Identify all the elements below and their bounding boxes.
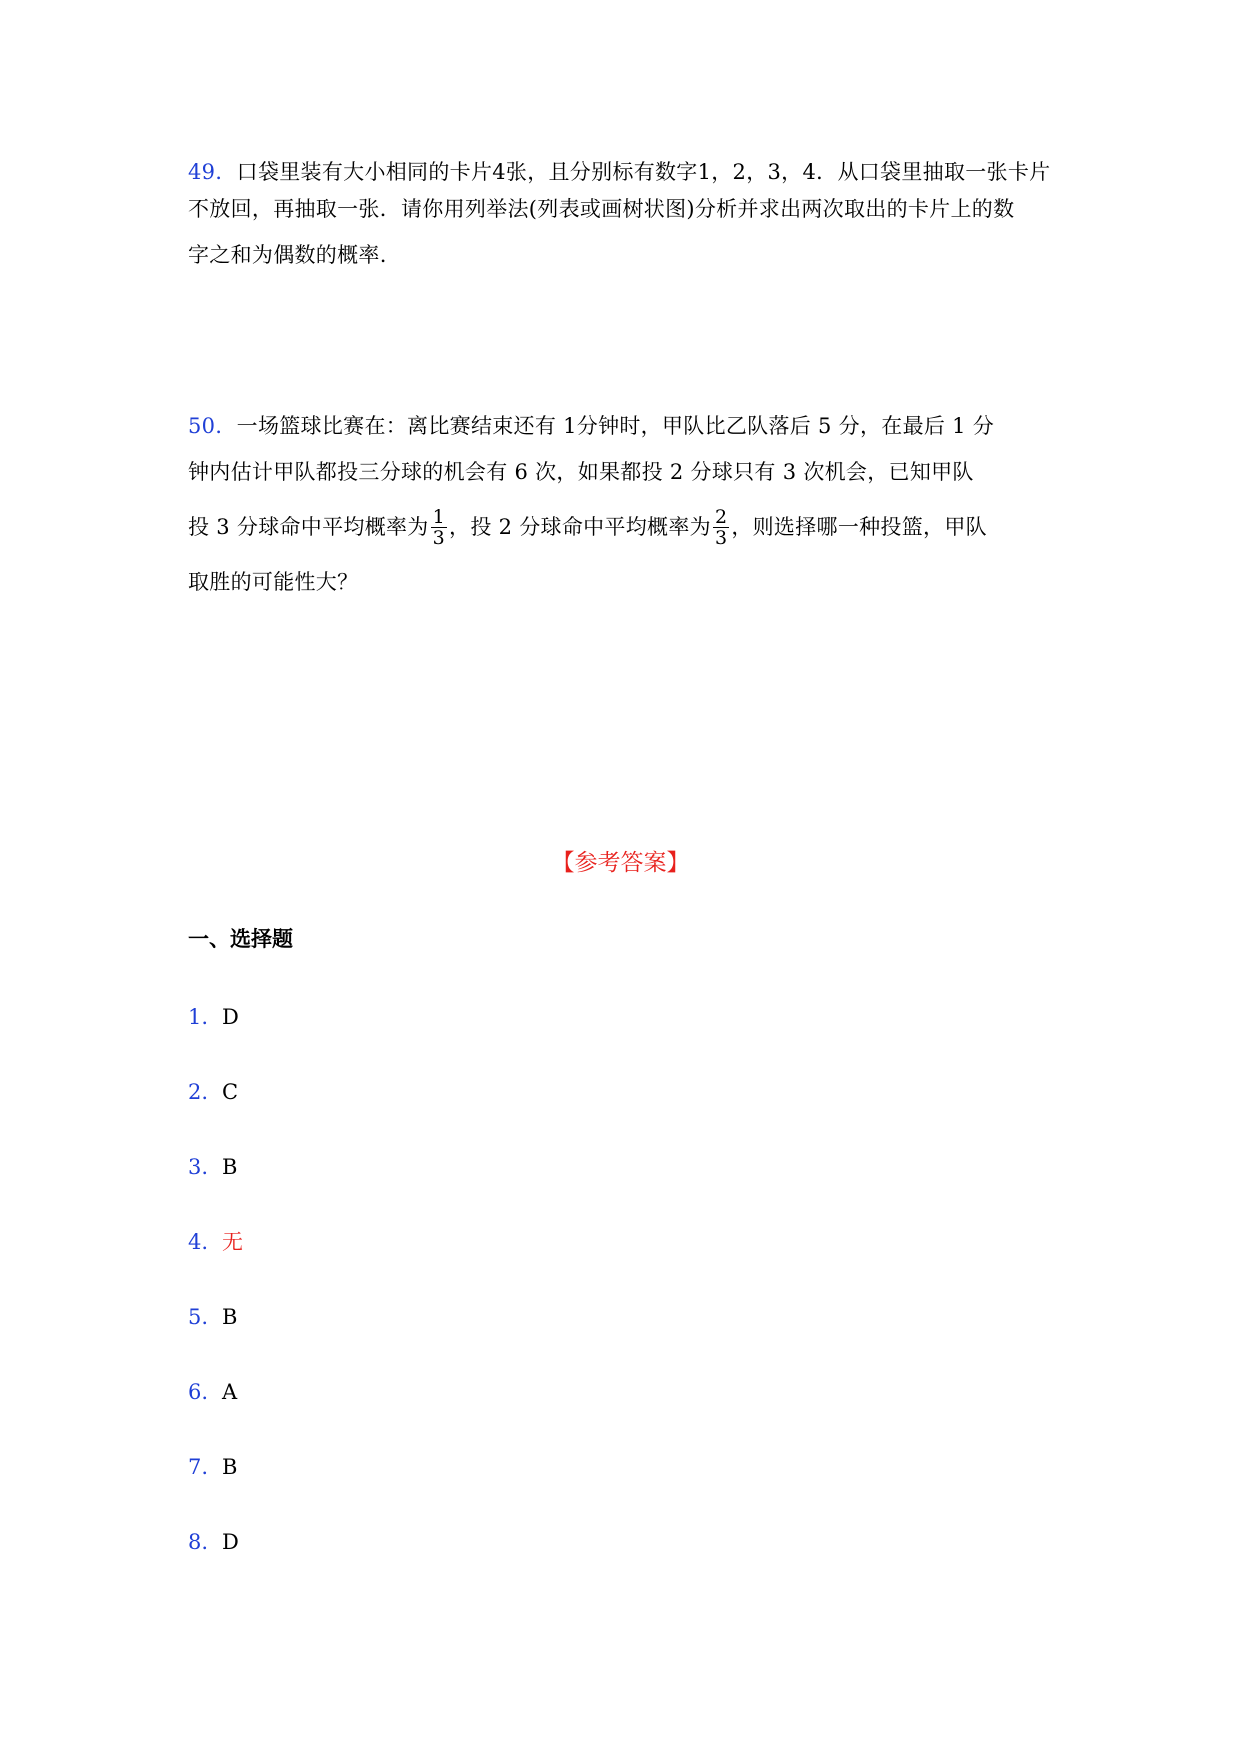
answer-number: 4. xyxy=(188,1230,209,1254)
answer-item xyxy=(188,1228,243,1256)
answer-number: 6. xyxy=(188,1380,209,1404)
answer-item xyxy=(188,1453,237,1481)
answer-item xyxy=(188,1378,237,1406)
question-number-dot: ． xyxy=(215,160,237,184)
answer-item xyxy=(188,1078,238,1106)
answer-number: 5. xyxy=(188,1305,209,1329)
fraction-one-third xyxy=(431,507,447,548)
answer-item xyxy=(188,1528,239,1556)
fraction-numerator: 1 xyxy=(432,506,446,528)
answer-number: 2. xyxy=(188,1080,209,1104)
fraction-two-thirds xyxy=(713,507,729,548)
question-text: ，投 2 分球命中平均概率为 xyxy=(449,515,711,539)
question-49-line-3 xyxy=(188,241,387,269)
answer-number: 3. xyxy=(188,1155,209,1179)
question-number: 49 xyxy=(188,160,216,184)
answer-key-title: 【参考答案】 xyxy=(551,850,690,876)
answer-item xyxy=(188,1303,237,1331)
question-50-line-1 xyxy=(188,412,994,440)
question-50-line-2 xyxy=(188,458,974,486)
question-text: 不放回，再抽取一张．请你用列举法(列表或画树状图)分析并求出两次取出的卡片上的数 xyxy=(188,197,1015,221)
question-50-line-3 xyxy=(188,508,987,549)
question-number: 50 xyxy=(188,414,216,438)
answer-value: D xyxy=(222,1530,239,1554)
question-text: 钟内估计甲队都投三分球的机会有 6 次，如果都投 2 分球只有 3 次机会，已知甲队 xyxy=(188,460,974,484)
answer-value: A xyxy=(222,1380,238,1404)
question-49-line-2 xyxy=(188,195,1014,223)
fraction-denominator: 3 xyxy=(432,527,446,549)
answer-value: D xyxy=(222,1005,239,1029)
fraction-numerator: 2 xyxy=(714,506,728,528)
question-text: 字之和为偶数的概率. xyxy=(188,243,387,267)
answer-value: 无 xyxy=(222,1230,244,1254)
question-number-dot: ． xyxy=(215,414,237,438)
question-text: 取胜的可能性大？ xyxy=(188,570,359,594)
question-text: 投 3 分球命中平均概率为 xyxy=(188,515,429,539)
fraction-denominator: 3 xyxy=(714,527,728,549)
answer-number: 1. xyxy=(188,1005,209,1029)
answer-number: 8. xyxy=(188,1530,209,1554)
answer-value: B xyxy=(222,1155,238,1179)
question-50-line-4 xyxy=(188,568,358,596)
question-49-line-1 xyxy=(188,158,1050,186)
answer-number: 7. xyxy=(188,1455,209,1479)
answer-value: C xyxy=(222,1080,239,1104)
answer-value: B xyxy=(222,1455,238,1479)
answer-item xyxy=(188,1003,239,1031)
question-text: 口袋里装有大小相同的卡片4张，且分别标有数字1，2，3，4．从口袋里抽取一张卡片 xyxy=(236,160,1051,184)
question-text: 一场篮球比赛在：离比赛结束还有 1分钟时，甲队比乙队落后 5 分，在最后 1 分 xyxy=(236,414,995,438)
answer-item xyxy=(188,1153,237,1181)
question-text: ，则选择哪一种投篮，甲队 xyxy=(731,515,987,539)
answer-value: B xyxy=(222,1305,238,1329)
section-title: 一、选择题 xyxy=(188,927,293,951)
